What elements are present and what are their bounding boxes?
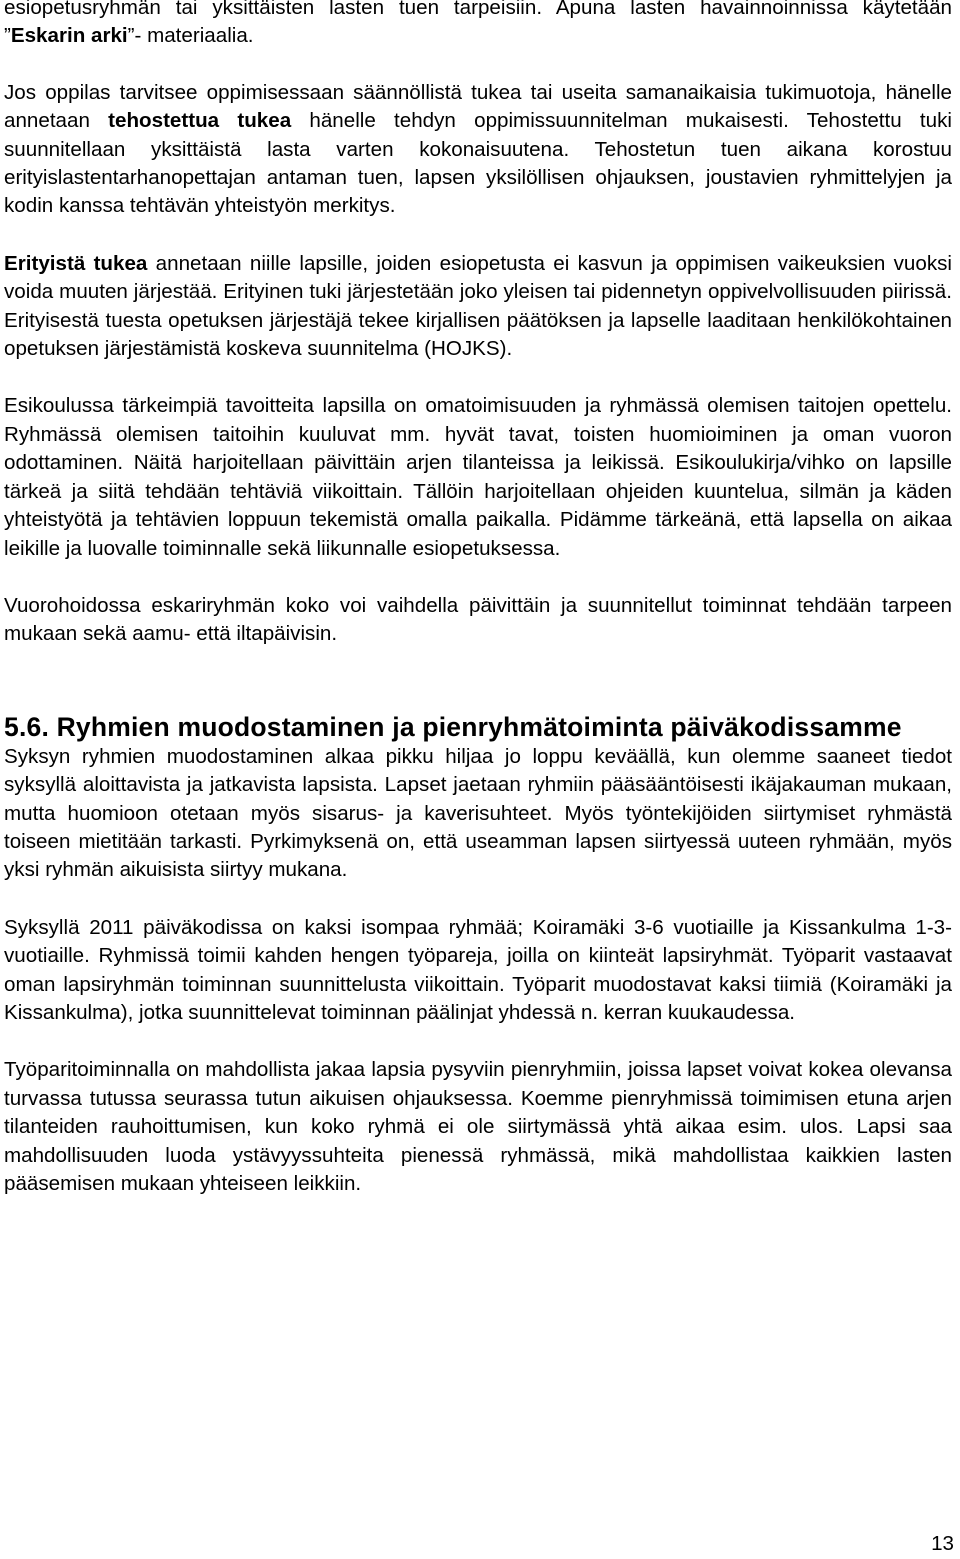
paragraph-text: ”- materiaalia. <box>127 24 254 48</box>
document-page <box>4 0 952 1198</box>
paragraph-text: Jos oppilas tarvitsee oppimisessaan säännöllistä tukea tai useita samanaikaisia tukimuotoja, hänelle annetaan <box>4 80 952 133</box>
paragraph-text: annetaan niille lapsille, joiden esiopetusta ei kasvun ja oppimisen vaikeuksien vuoksi voida muuten järjestää. Erityinen tuki järjestetään joko yleisen tai pidennetyn oppivelvollisuuden piirissä. Erityisestä tuesta opetuksen järjestäjä tekee kirjallisen päätöksen ja lapselle laaditaan henkilökohtainen opetuksen järjestämistä koskeva suunnitelma (HOJKS). <box>4 251 952 361</box>
bold-term-erityista-tukea: Erityistä tukea <box>4 251 148 275</box>
section-heading: 5.6. Ryhmien muodostaminen ja pienryhmätoiminta päiväkodissamme <box>4 711 902 742</box>
paragraph-tyoparitoiminta: Työparitoiminnalla on mahdollista jakaa lapsia pysyviin pienryhmiin, joissa lapset voivat kokea olevansa turvassa tutussa seurassa tutun aikuisen ohjauksessa. Koemme pienryhmissä toimimisen etuna arjen tilanteiden rauhoittumisen, kun koko ryhmä ei ole siirtymässä yhtä aikaa esim. ulos. Lapsi saa mahdollisuuden luoda ystävyyssuhteita pienessä ryhmässä, mikä mahdollistaa kaikkien lasten pääsemisen mukaan yhteiseen leikkiin. <box>4 1058 952 1195</box>
paragraph-tehostettu-tuki <box>4 79 952 221</box>
paragraph-esikoulu-tavoitteet: Esikoulussa tärkeimpiä tavoitteita lapsilla on omatoimisuuden ja ryhmässä olemisen taitojen opettelu. Ryhmässä olemisen taitoihin kuuluvat mm. hyvät tavat, toisten huomioiminen ja oman vuoron odottaminen. Näitä harjoitellaan päivittäin arjen tilanteissa ja leikissä. Esikoulukirja/vihko on lapsille tärkeä ja siitä tehdään tehtäviä viikoittain. Tällöin harjoitellaan ohjeiden kuuntelua, silmän ja käden yhteistyötä ja tehtävien loppuun tekemistä omalla paikalla. Pidämme tärkeänä, että lapsella on aikaa leikille ja luovalle toiminnalle sekä liikunnalle esiopetuksessa. <box>4 394 952 560</box>
paragraph-text: esiopetusryhmän tai yksittäisten lasten tuen tarpeisiin. Apuna lasten havainnoinnissa käytetään ” <box>4 0 952 48</box>
paragraph-erityinen-tuki <box>4 250 952 364</box>
page-number: 13 <box>931 1532 954 1555</box>
paragraph-eskarin-arki <box>4 0 952 51</box>
bold-term-tehostettua-tukea: tehostettua tukea <box>108 109 292 133</box>
paragraph-text: hänelle tehdyn oppimissuunnitelman mukaisesti. Tehostettu tuki suunnitellaan yksittäistä lasta varten kokonaisuutena. Tehostetun tuen aikana korostuu erityislastentarhanopettajan antaman tuen, lapsen yksilöllisen ohjauksen, joustavien ryhmittelyjen ja kodin kanssa tehtävän yhteistyön merkitys. <box>4 109 952 218</box>
paragraph-vuorohoito: Vuorohoidossa eskariryhmän koko voi vaihdella päivittäin ja suunnitellut toiminnat tehdään tarpeen mukaan sekä aamu- että iltapäivisin. <box>4 593 952 646</box>
bold-term-eskarin-arki: Eskarin arki <box>10 24 128 48</box>
paragraph-syksy-2011: Syksyllä 2011 päiväkodissa on kaksi isompaa ryhmää; Koiramäki 3-6 vuotiaille ja Kissankulma 1-3-vuotiaille. Ryhmissä toimii kahden hengen työpareja, joilla on kiinteät lapsiryhmät. Työparit vastaavat oman lapsiryhmän toiminnan suunnittelusta viikoittain. Työparit muodostavat kaksi tiimiä (Koiramäki ja Kissankulma), jotka suunnittelevat toiminnan päälinjat yhdessä n. kerran kuukaudessa. <box>4 915 952 1024</box>
paragraph-ryhmien-muodostaminen: Syksyn ryhmien muodostaminen alkaa pikku hiljaa jo loppu keväällä, kun olemme saaneet tiedot syksyllä aloittavista ja jatkavista lapsista. Lapset jaetaan ryhmiin pääsääntöisesti ikäjakauman mukaan, mutta huomioon otetaan myös sisarus- ja kaverisuhteet. Myös työntekijöiden siirtymiset ryhmästä toiseen mietitään tarkasti. Pyrkimyksenä on, että useamman lapsen siirtyessä uuteen ryhmään, myös yksi ryhmän aikuisista siirtyy mukana. <box>4 744 952 882</box>
